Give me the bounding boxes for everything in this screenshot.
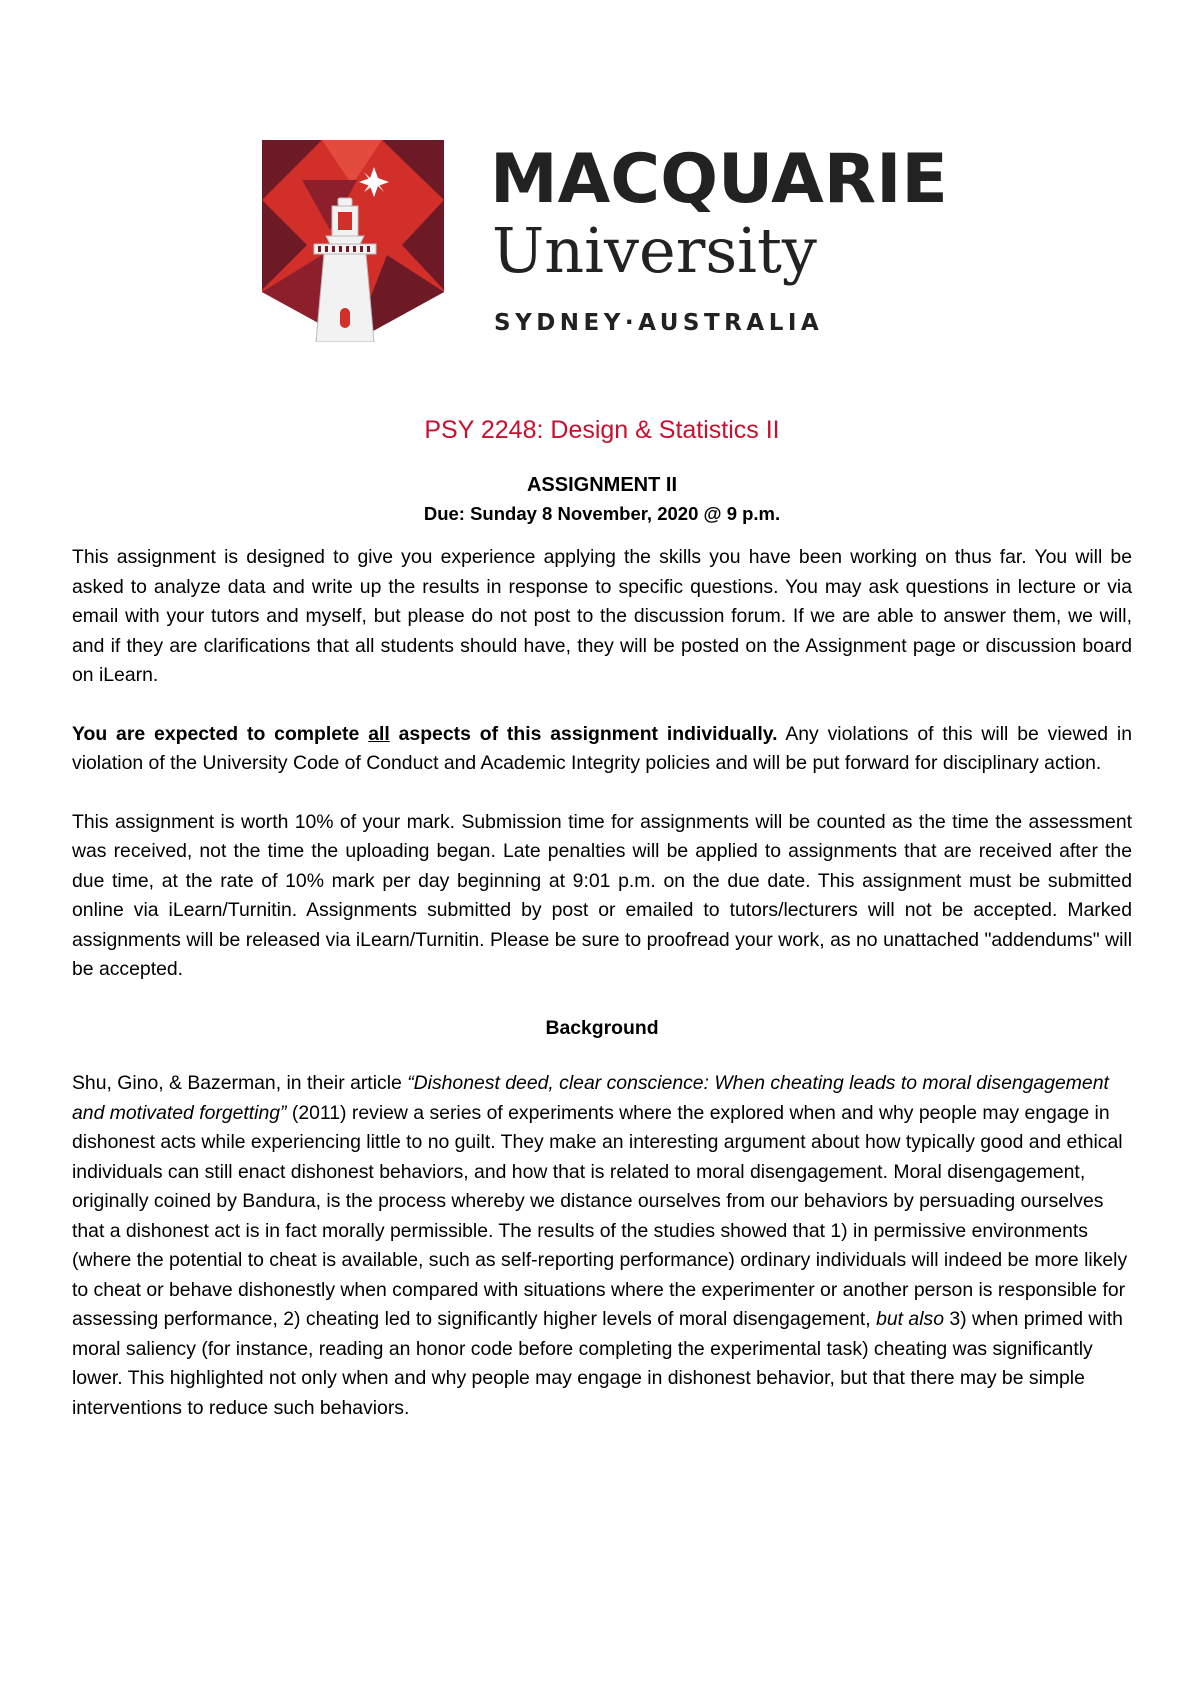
integrity-bold-1: You are expected to complete	[72, 722, 369, 745]
article-title: “Dishonest deed, clear conscience: When cheating leads to moral disengagement and motivated forgetting”	[72, 1072, 1109, 1124]
but-also-emphasis: but also	[876, 1308, 944, 1330]
background-paragraph	[72, 1069, 1132, 1423]
background-heading: Background	[545, 1016, 659, 1039]
background-part3: 3) when primed with moral saliency (for instance, reading an honor code before completing the experimental task) cheating was significantly lower. This highlighted not only when and why people may engage in dishonest behavior, but that there may be simple interventions to reduce such behaviors.	[72, 1308, 1123, 1419]
wordmark-macquarie: MACQUARIE	[490, 140, 948, 219]
university-logo	[262, 140, 952, 342]
wordmark-location: SYDNEY·AUSTRALIA	[494, 310, 824, 336]
integrity-paragraph	[72, 720, 1132, 779]
due-date: Due: Sunday 8 November, 2020 @ 9 p.m.	[423, 503, 781, 524]
assignment-title: ASSIGNMENT II	[526, 474, 677, 496]
integrity-rest: Any violations of this will be viewed in violation of the University Code of Conduct and Academic Integrity policies and will be put forward for disciplinary action.	[72, 722, 1133, 774]
wordmark-university: University	[492, 214, 817, 287]
background-part1: Shu, Gino, & Bazerman, in their article	[72, 1072, 408, 1094]
intro-paragraph: This assignment is designed to give you experience applying the skills you have been working on thus far. You will be asked to analyze data and write up the results in response to specific questions. You may ask questions in lecture or via email with your tutors and myself, but please do not post to the discussion forum. If we are able to answer them, we will, and if they are clarifications that all students should have, they will be posted on the Assignment page or discussion board on iLearn.	[72, 546, 1132, 686]
document-body	[72, 410, 1132, 1423]
university-crest-icon	[262, 140, 444, 342]
worth-paragraph: This assignment is worth 10% of your mark. Submission time for assignments will be counted as the time the assessment was received, not the time the uploading began. Late penalties will be applied to assignments that are received after the due time, at the rate of 10% mark per day beginning at 9:01 p.m. on the due date. This assignment must be submitted online via iLearn/Turnitin. Assignments submitted by post or emailed to tutors/lecturers will not be accepted. Marked assignments will be released via iLearn/Turnitin. Please be sure to proofread your work, as no unattached "addendums" will be accepted.	[72, 810, 1132, 980]
integrity-bold-2: aspects of this assignment individually.	[389, 722, 778, 745]
background-part2: (2011) review a series of experiments where the explored when and why people may engage in dishonest acts while experiencing little to no guilt. They make an interesting argument about how typically good and ethical individuals can still enact dishonest behaviors, and how that is related to moral disengagement. Moral disengagement, originally coined by Bandura, is the process whereby we distance ourselves from our behaviors by persuading ourselves that a dishonest act is in fact morally permissible. The results of the studies showed that 1) in permissive environments (where the potential to cheat is available, such as self-reporting performance) ordinary individuals will indeed be more likely to cheat or behave dishonestly when compared with situations where the experimenter or another person is responsible for assessing performance, 2) cheating led to significantly higher levels of moral disengagement,	[72, 1101, 1128, 1330]
integrity-bold-underlined: all	[368, 722, 390, 745]
course-title: PSY 2248: Design & Statistics II	[424, 416, 780, 444]
